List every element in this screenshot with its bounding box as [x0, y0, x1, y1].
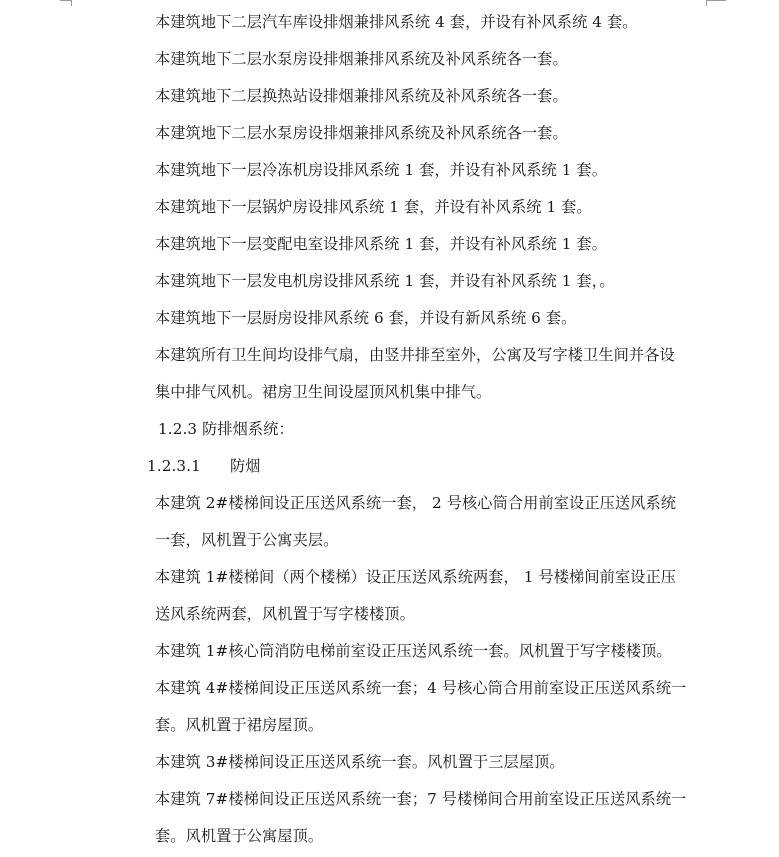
- section-heading-1-2-3-1: [0, 448, 779, 485]
- text-line: 本建筑地下二层汽车库设排烟兼排风系统 4 套，并设有补风系统 4 套。: [155, 13, 638, 31]
- text-line: 本建筑地下二层水泵房设排烟兼排风系统及补风系统各一套。: [155, 124, 568, 142]
- paragraph: [0, 78, 779, 115]
- text-line: 集中排气风机。裙房卫生间设屋顶风机集中排气。: [155, 383, 492, 401]
- text-line: 本建筑 3#楼梯间设正压送风系统一套。风机置于三层屋顶。: [155, 753, 565, 771]
- paragraph: [0, 485, 779, 559]
- paragraph: [0, 4, 779, 41]
- text-line: 本建筑 1#核心筒消防电梯前室设正压送风系统一套。风机置于写字楼楼顶。: [155, 642, 672, 660]
- text-line: 本建筑地下一层发电机房设排风系统 1 套，并设有补风系统 1 套，。: [155, 272, 615, 290]
- document-body: [0, 4, 779, 855]
- paragraph: [0, 633, 779, 670]
- paragraph: [0, 41, 779, 78]
- text-line: 套。风机置于公寓屋顶。: [155, 827, 324, 845]
- text-line: 套。风机置于裙房屋顶。: [155, 716, 324, 734]
- heading-text: 1.2.3 防排烟系统：: [158, 420, 294, 438]
- text-line: 本建筑地下二层水泵房设排烟兼排风系统及补风系统各一套。: [155, 50, 568, 68]
- paragraph: [0, 226, 779, 263]
- text-line: 本建筑 7#楼梯间设正压送风系统一套；7 号楼梯间合用前室设正压送风系统一: [155, 790, 687, 808]
- paragraph: [0, 115, 779, 152]
- text-line: 本建筑地下一层锅炉房设排风系统 1 套，并设有补风系统 1 套。: [155, 198, 592, 216]
- paragraph: [0, 559, 779, 633]
- text-line: 本建筑地下一层厨房设排风系统 6 套，并设有新风系统 6 套。: [155, 309, 577, 327]
- heading-number: 1.2.3.1: [147, 457, 201, 475]
- paragraph: [0, 152, 779, 189]
- section-heading-1-2-3: [0, 411, 779, 448]
- heading-line: [147, 448, 779, 485]
- text-line: 本建筑 4#楼梯间设正压送风系统一套；4 号核心筒合用前室设正压送风系统一: [155, 679, 687, 697]
- text-line: 本建筑地下二层换热站设排烟兼排风系统及补风系统各一套。: [155, 87, 568, 105]
- paragraph: [0, 337, 779, 411]
- text-line: 一套，风机置于公寓夹层。: [155, 531, 339, 549]
- paragraph: [0, 263, 779, 300]
- paragraph: [0, 670, 779, 744]
- text-line: 本建筑 1#楼梯间（两个楼梯）设正压送风系统两套， 1 号楼梯间前室设正压: [155, 568, 677, 586]
- text-line: 本建筑所有卫生间均设排气扇，由竖井排至室外，公寓及写字楼卫生间并各设: [155, 346, 675, 364]
- text-line: 本建筑地下一层冷冻机房设排风系统 1 套，并设有补风系统 1 套。: [155, 161, 607, 179]
- paragraph: [0, 189, 779, 226]
- paragraph: [0, 781, 779, 855]
- text-line: 本建筑 2#楼梯间设正压送风系统一套， 2 号核心筒合用前室设正压送风系统: [155, 494, 677, 512]
- text-line: 本建筑地下一层变配电室设排风系统 1 套，并设有补风系统 1 套。: [155, 235, 607, 253]
- paragraph: [0, 300, 779, 337]
- heading-title: 防烟: [230, 457, 261, 475]
- paragraph: [0, 744, 779, 781]
- text-line: 送风系统两套，风机置于写字楼楼顶。: [155, 605, 415, 623]
